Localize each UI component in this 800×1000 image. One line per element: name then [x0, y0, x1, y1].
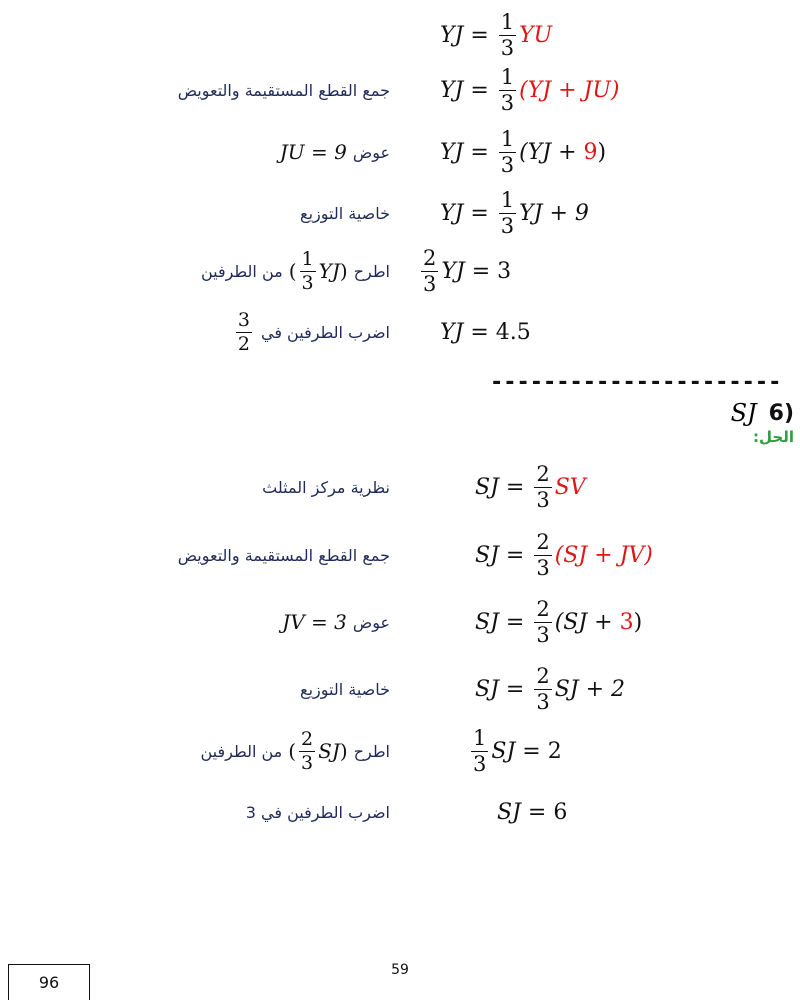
equals-sign: = — [470, 77, 489, 103]
lhs-variable: YJ — [440, 22, 464, 48]
step-note: نظرية مركز المثلث — [262, 477, 390, 497]
equation — [440, 183, 589, 243]
equals-sign: = — [470, 139, 489, 165]
fraction — [499, 9, 516, 60]
fraction — [499, 187, 516, 238]
numerator: 2 — [536, 529, 550, 554]
paren: ( — [288, 739, 297, 763]
denominator: 3 — [301, 751, 314, 774]
numerator: 2 — [536, 461, 550, 486]
step-note: خاصية التوزيع — [300, 203, 390, 223]
rhs-term: 6 — [553, 799, 568, 825]
fraction — [534, 529, 551, 580]
rhs-term: 2 — [547, 738, 562, 764]
highlighted-term: 9 — [583, 139, 598, 165]
step-note — [227, 302, 390, 362]
step-note — [276, 592, 390, 652]
rhs-term: (SJ + — [554, 609, 620, 635]
lhs-variable: YJ — [440, 77, 464, 103]
note-math — [233, 308, 255, 355]
note-math — [288, 247, 348, 294]
highlighted-term: (SJ + JV) — [554, 542, 653, 568]
equation — [475, 525, 653, 585]
step-note — [201, 241, 390, 301]
highlighted-term: (YJ + JU) — [519, 77, 620, 103]
equation — [475, 659, 625, 719]
note-word: اطرح — [353, 261, 390, 281]
denominator: 3 — [500, 213, 515, 238]
step-note: اضرب الطرفين في 3 — [245, 802, 390, 822]
fraction — [471, 725, 488, 776]
step-row — [0, 782, 800, 842]
rhs-term: SJ + 2 — [554, 676, 626, 702]
denominator: 3 — [500, 90, 515, 115]
equation — [440, 122, 606, 182]
rhs-term: 3 — [497, 258, 512, 284]
lhs-variable: SJ — [475, 609, 499, 635]
equals-sign: = — [471, 258, 491, 284]
step-note — [200, 721, 390, 781]
lhs-variable: SJ — [497, 799, 521, 825]
rhs-term: YJ + 9 — [519, 200, 589, 226]
lhs-variable: YJ — [440, 319, 464, 345]
note-math: JU = 9 — [279, 140, 347, 164]
fraction — [534, 461, 551, 512]
step-note: خاصية التوزيع — [300, 679, 390, 699]
numerator: 1 — [500, 187, 515, 212]
step-row — [0, 60, 800, 120]
step-row — [0, 241, 800, 301]
equation — [475, 592, 642, 652]
lhs-variable: YJ — [440, 139, 464, 165]
note-variable: SJ — [318, 739, 340, 763]
equals-sign: = — [470, 200, 489, 226]
numerator: 2 — [536, 663, 550, 688]
fraction — [421, 245, 438, 296]
denominator: 3 — [536, 555, 550, 580]
denominator: 2 — [237, 332, 250, 355]
step-row — [0, 592, 800, 652]
lhs-variable: SJ — [475, 542, 499, 568]
rhs-term: 4.5 — [495, 319, 531, 345]
highlighted-term: YU — [519, 22, 553, 48]
note-word: عوض — [352, 142, 390, 162]
denominator: 3 — [423, 271, 437, 296]
fraction — [299, 727, 315, 774]
page-number: 59 — [391, 962, 409, 978]
step-row — [0, 5, 800, 65]
numerator: 3 — [237, 308, 250, 331]
fraction — [236, 308, 252, 355]
question-number: (6 — [768, 400, 794, 426]
step-note — [274, 122, 390, 182]
lhs-variable: SJ — [475, 474, 499, 500]
denominator: 3 — [500, 152, 515, 177]
highlighted-term: 3 — [619, 609, 634, 635]
note-word: من الطرفين — [200, 741, 283, 761]
equals-sign: = — [470, 22, 489, 48]
numerator: 2 — [301, 727, 314, 750]
note-word: عوض — [352, 612, 390, 632]
note-math — [288, 727, 348, 774]
rhs-term: ) — [633, 609, 643, 635]
equals-sign: = — [505, 542, 525, 568]
numerator: 2 — [536, 596, 550, 621]
equation — [440, 5, 552, 65]
equation — [418, 241, 511, 301]
step-row — [0, 183, 800, 243]
lhs-variable: YJ — [441, 258, 465, 284]
equation — [475, 457, 586, 517]
numerator: 1 — [500, 9, 515, 34]
numerator: 1 — [473, 725, 487, 750]
fraction — [534, 596, 551, 647]
denominator: 3 — [536, 622, 550, 647]
rhs-term: ) — [597, 139, 607, 165]
equation — [440, 302, 531, 362]
step-row — [0, 721, 800, 781]
step-row — [0, 457, 800, 517]
note-word: اطرح — [353, 741, 390, 761]
equals-sign: = — [505, 474, 525, 500]
step-row — [0, 525, 800, 585]
note-math: JV = 3 — [282, 610, 347, 634]
paren: ) — [339, 739, 348, 763]
lhs-variable: SJ — [491, 738, 516, 764]
step-note: جمع القطع المستقيمة والتعويض — [177, 545, 390, 565]
step-row — [0, 302, 800, 362]
fraction — [300, 247, 316, 294]
paren: ( — [288, 259, 297, 283]
equation — [440, 60, 619, 120]
numerator: 1 — [500, 64, 515, 89]
denominator: 3 — [536, 487, 550, 512]
step-row — [0, 122, 800, 182]
note-variable: YJ — [318, 259, 340, 283]
equals-sign: = — [505, 609, 525, 635]
numerator: 1 — [301, 247, 314, 270]
rhs-term: (YJ + — [519, 139, 584, 165]
equals-sign: = — [505, 676, 525, 702]
denominator: 3 — [536, 689, 550, 714]
separator-line: ---------------------- — [490, 370, 782, 395]
lhs-variable: SJ — [475, 676, 499, 702]
highlighted-term: SV — [554, 474, 586, 500]
lhs-variable: YJ — [440, 200, 464, 226]
paren: ) — [339, 259, 348, 283]
equals-sign: = — [470, 319, 489, 345]
step-note: جمع القطع المستقيمة والتعويض — [177, 80, 390, 100]
denominator: 3 — [473, 751, 487, 776]
equation — [497, 782, 567, 842]
denominator: 3 — [500, 35, 515, 60]
note-word: اضرب الطرفين في — [260, 322, 390, 342]
fraction — [499, 64, 516, 115]
note-word: من الطرفين — [200, 261, 283, 281]
question-header — [731, 396, 794, 430]
step-row — [0, 659, 800, 719]
numerator: 2 — [423, 245, 437, 270]
solution-label: الحل: — [753, 428, 794, 446]
numerator: 1 — [500, 126, 515, 151]
equation — [468, 721, 562, 781]
fraction — [499, 126, 516, 177]
equals-sign: = — [522, 738, 541, 764]
denominator: 3 — [301, 271, 314, 294]
fraction — [534, 663, 551, 714]
equals-sign: = — [527, 799, 547, 825]
question-variable: SJ — [730, 399, 757, 427]
page-box-number: 96 — [8, 964, 90, 1000]
